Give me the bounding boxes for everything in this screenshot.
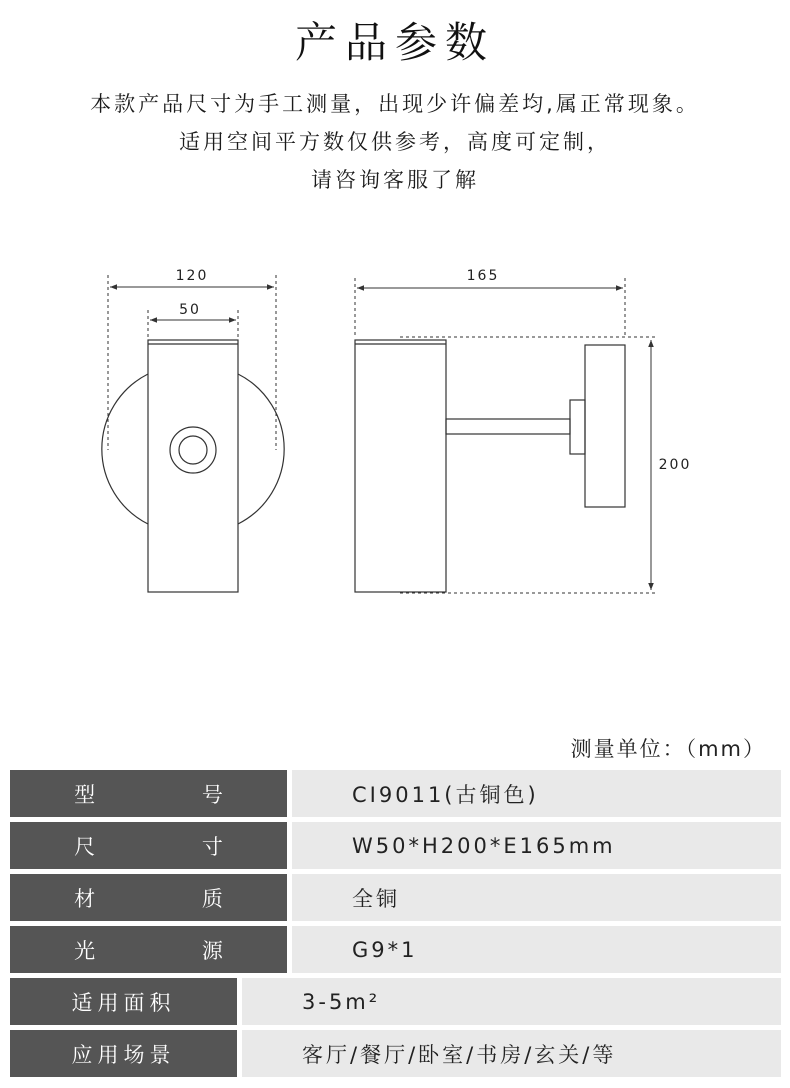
spec-label: 应用场景 bbox=[10, 1030, 237, 1077]
side-view bbox=[355, 278, 658, 593]
spec-table bbox=[10, 770, 781, 1082]
spec-label: 适用面积 bbox=[10, 978, 237, 1025]
technical-drawing bbox=[0, 250, 790, 620]
description-line-2: 适用空间平方数仅供参考，高度可定制， bbox=[179, 130, 611, 154]
page-title: 产品参数 bbox=[294, 18, 495, 67]
spec-value: 全铜 bbox=[292, 874, 781, 921]
dim-front-inner-width: 50 bbox=[179, 302, 201, 318]
spec-value: G9*1 bbox=[292, 926, 781, 973]
spec-label: 光 源 bbox=[10, 926, 287, 973]
dim-side-depth: 165 bbox=[466, 268, 500, 284]
spec-value: W50*H200*E165mm bbox=[292, 822, 781, 869]
dim-front-width: 120 bbox=[175, 268, 209, 284]
spec-row-light-source bbox=[10, 926, 781, 973]
spec-row-size bbox=[10, 822, 781, 869]
spec-label: 尺 寸 bbox=[10, 822, 287, 869]
measurement-unit-note: 测量单位：（mm） bbox=[570, 737, 766, 761]
dim-height: 200 bbox=[658, 457, 692, 473]
spec-label: 型 号 bbox=[10, 770, 287, 817]
description-line-3: 请咨询客服了解 bbox=[311, 168, 479, 192]
spec-value: CI9011(古铜色) bbox=[292, 770, 781, 817]
front-view bbox=[102, 275, 284, 592]
spec-value: 客厅/餐厅/卧室/书房/玄关/等 bbox=[242, 1030, 781, 1077]
spec-label: 材 质 bbox=[10, 874, 287, 921]
description-line-1: 本款产品尺寸为手工测量，出现少许偏差均,属正常现象。 bbox=[90, 92, 700, 116]
spec-row-model bbox=[10, 770, 781, 817]
spec-row-area bbox=[10, 978, 781, 1025]
spec-value: 3-5m² bbox=[242, 978, 781, 1025]
spec-row-scenes bbox=[10, 1030, 781, 1077]
spec-row-material bbox=[10, 874, 781, 921]
